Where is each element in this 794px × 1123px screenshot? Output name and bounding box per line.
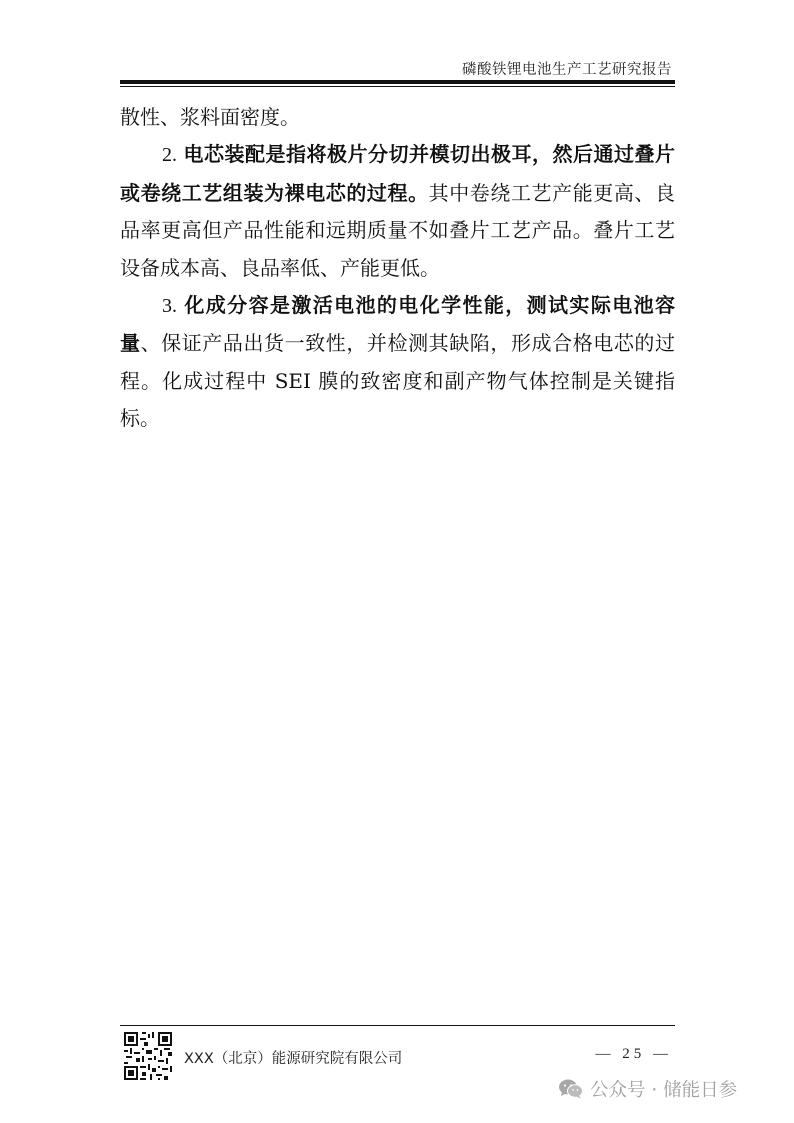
watermark (558, 1076, 737, 1102)
item-2-text: 其中卷绕工艺产能更高、良品率更高但产品性能和远期质量不如叠片工艺产品。叠片工艺设备成本高、良品率低、产能更低。 (120, 180, 676, 280)
paragraph-item-3 (120, 287, 675, 438)
header-rule-thin (120, 86, 675, 87)
footer-page-number: — 25 — (595, 1046, 672, 1062)
paragraph-continuation: 散性、浆料面密度。 (120, 105, 300, 129)
footer-rule (120, 1025, 675, 1026)
page-header-title: 磷酸铁锂电池生产工艺研究报告 (462, 62, 672, 78)
footer-organization: XXX（北京）能源研究院有限公司 (184, 1051, 403, 1067)
item-3-number: 3. (162, 295, 177, 318)
watermark-text: 公众号 · 储能日参 (590, 1080, 738, 1101)
item-3-bold-text: 化成分容是激活电池的电化学性能，测试实际电池容量 (120, 293, 675, 356)
wechat-icon (558, 1078, 584, 1100)
item-2-number: 2. (162, 144, 177, 167)
paragraph-item-2 (120, 136, 675, 287)
item-2-bold-text: 电芯装配是指将极片分切并模切出极耳，然后通过叠片或卷绕工艺组装为裸电芯的过程。 (120, 142, 675, 205)
item-3-text: 、保证产品出货一致性，并检测其缺陷，形成合格电芯的过程。化成过程中 SEI 膜的致密度和副产物气体控制是关键指标。 (120, 331, 676, 431)
qr-code-icon (122, 1030, 174, 1082)
header-rule-thick (120, 80, 675, 84)
body-text (120, 99, 675, 438)
